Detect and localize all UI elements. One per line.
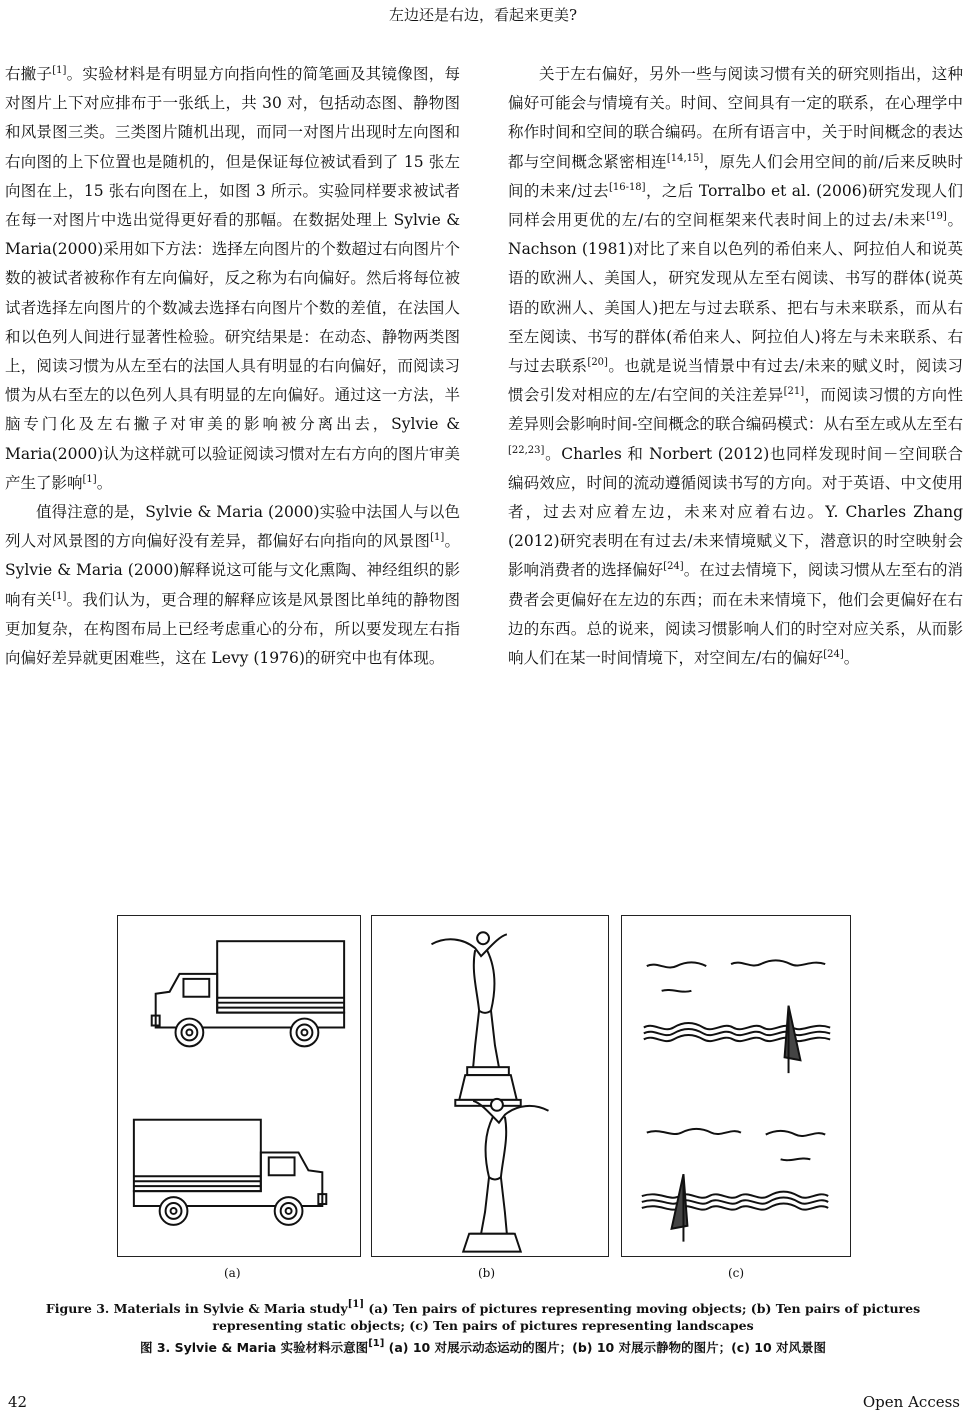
running-head: 左边还是右边，看起来更美? (388, 6, 578, 24)
figure-caption-english (10, 1300, 956, 1334)
citation[interactable]: [24] (823, 649, 844, 661)
page-number: 42 (8, 1393, 28, 1411)
text-span: (a) Ten pairs of pictures representing moving objects; (b) Ten pairs of pictures representing static objects; (c) Ten pairs of pictures representing landscapes (212, 1301, 921, 1333)
statue-top-icon (431, 932, 520, 1106)
left-paragraph-2 (5, 498, 460, 673)
panel-label-b: (b) (478, 1266, 496, 1280)
text-span: 。Sylvie & Maria (2000)解释说这可能与文化熏陶、神经组织的影响有关 (5, 532, 460, 609)
citation[interactable]: [1] (52, 65, 67, 76)
citation[interactable]: [21] (783, 386, 805, 398)
landscape-bottom-icon (642, 1129, 828, 1242)
text-span: 。在过去情境下，阅读习惯从左至右的消费者会更偏好在左边的东西；而在未来情境下，他们会更偏好在右边的东西。总的说来，阅读习惯影响人们的时空对应关系，从而影响人们在某一时间情境下，对空间左/右的偏好 (508, 561, 963, 668)
figure-caption-chinese (10, 1339, 956, 1356)
panel-label-c: (c) (728, 1266, 745, 1280)
citation[interactable]: [24] (663, 561, 684, 573)
left-column (5, 60, 460, 673)
figure-panel-static-objects (371, 915, 609, 1257)
text-span: 。Nachson (1981)对比了来自以色列的希伯来人、阿拉伯人和说英语的欧洲人、美国人，研究发现从左至右阅读、书写的群体(说英语的欧洲人、美国人)把左与过去联系、把右与未来联系，而从右至左阅读、书写的群体(希伯来人、阿拉伯人)将左与未来联系、右与过去联系 (508, 211, 963, 376)
text-span: (a) 10 对展示动态运动的图片；(b) 10 对展示静物的图片；(c) 10 对风景图 (384, 1340, 827, 1355)
citation[interactable]: [16-18] (608, 181, 646, 193)
text-span: Figure 3. Materials in Sylvie & Maria study (45, 1301, 348, 1316)
figure-panel-moving-objects (117, 915, 361, 1257)
text-span: 。也就是说当情景中有过去/未来的赋义时，阅读习惯会引发对相应的左/右空间的关注差异 (508, 357, 963, 405)
text-span: 关于左右偏好，另外一些与阅读习惯有关的研究则指出，这种偏好可能会与情境有关。时间、空间具有一定的联系，在心理学中称作时间和空间的联合编码。在所有语言中，关于时间概念的表达都与空间概念紧密相连 (508, 65, 963, 171)
panel-label-a: (a) (224, 1266, 241, 1280)
text-span: 。Charles 和 Norbert (2012)也同样发现时间－空间联合编码效应，时间的流动遵循阅读书写的方向。对于英语、中文使用者，过去对应着左边，未来对应着右边。Y. Charles Zhang (2012)研究表明在有过去/未来情境赋义下，潜意识的时空映射会影响消费者的选择偏好 (508, 444, 963, 580)
statue-bottom-icon (463, 1099, 548, 1252)
citation[interactable]: [19] (926, 211, 947, 223)
statue-pair-drawing (372, 916, 608, 1256)
citation[interactable]: [1] (52, 590, 67, 602)
citation[interactable]: [20] (587, 357, 608, 369)
text-span: ，而阅读习惯的方向性差异则会影响时间-空间概念的联合编码模式：从右至左或从左至右 (508, 386, 963, 434)
truck-left-facing-icon (152, 941, 344, 1046)
citation[interactable]: [22,23] (508, 444, 545, 456)
citation[interactable]: [1] (368, 1338, 385, 1349)
text-span: ，之后 Torralbo et al. (2006)研究发现人们同样会用更优的左/右的空间框架来代表时间上的过去/未来 (508, 181, 963, 230)
text-span: 。 (843, 649, 860, 668)
citation[interactable]: [14,15] (666, 152, 704, 164)
publisher-label: Open Access (862, 1393, 960, 1411)
right-column (508, 60, 963, 673)
citation[interactable]: [1] (82, 473, 97, 485)
landscape-pair-drawing (622, 916, 850, 1256)
text-span: 值得注意的是，Sylvie & Maria (2000)实验中法国人与以色列人对风景图的方向偏好没有差异，都偏好右向指向的风景图 (5, 503, 460, 551)
right-paragraph-1 (508, 60, 963, 673)
text-span: 。实验材料是有明显方向指向性的简笔画及其镜像图，每对图片上下对应排布于一张纸上，共 30 对，包括动态图、静物图和风景图三类。三类图片随机出现，而同一对图片出现时左向图和右向图的上下位置也是随机的，但是保证每位被试看到了 15 张左向图在上，15 张右向图在上，如图 3 所示。实验同样要求被试者在每一对图片中选出觉得更好看的那幅。在数据处理上 Sylvie & Maria(2000)采用如下方法：选择左向图片的个数超过右向图片个数的被试者被称作有左向偏好，反之称为右向偏好。然后将每位被试者选择左向图片的个数减去选择右向图片个数的差值，在法国人和以色列人间进行显著性检验。研究结果是：在动态、静物两类图上，阅读习惯为从左至右的法国人具有明显的右向偏好，而阅读习惯为从右至左的以色列人具有明显的左向偏好。通过这一方法，半脑专门化及左右撇子对审美的影响被分离出去，Sylvie & Maria(2000)认为这样就可以验证阅读习惯对左右方向的图片审美产生了影响 (5, 65, 460, 492)
truck-pair-drawing (118, 916, 360, 1256)
truck-right-facing-icon (134, 1120, 326, 1225)
citation[interactable]: [1] (430, 532, 445, 544)
text-span: 。 (96, 473, 113, 492)
text-span: ，原先人们会用空间的前/后来反映时间的未来/过去 (508, 152, 963, 200)
text-span: 图 3. Sylvie & Maria 实验材料示意图 (139, 1340, 369, 1355)
text-span: 。我们认为，更合理的解释应该是风景图比单纯的静物图更加复杂，在构图布局上已经考虑重心的分布，所以要发现左右指向偏好差异就更困难些，这在 Levy (1976)的研究中也有体现。 (5, 590, 460, 668)
citation[interactable]: [1] (347, 1299, 365, 1310)
text-span: 右撇子 (5, 65, 53, 83)
figure-panel-landscapes (621, 915, 851, 1257)
landscape-top-icon (644, 960, 830, 1073)
left-paragraph-1 (5, 60, 460, 498)
